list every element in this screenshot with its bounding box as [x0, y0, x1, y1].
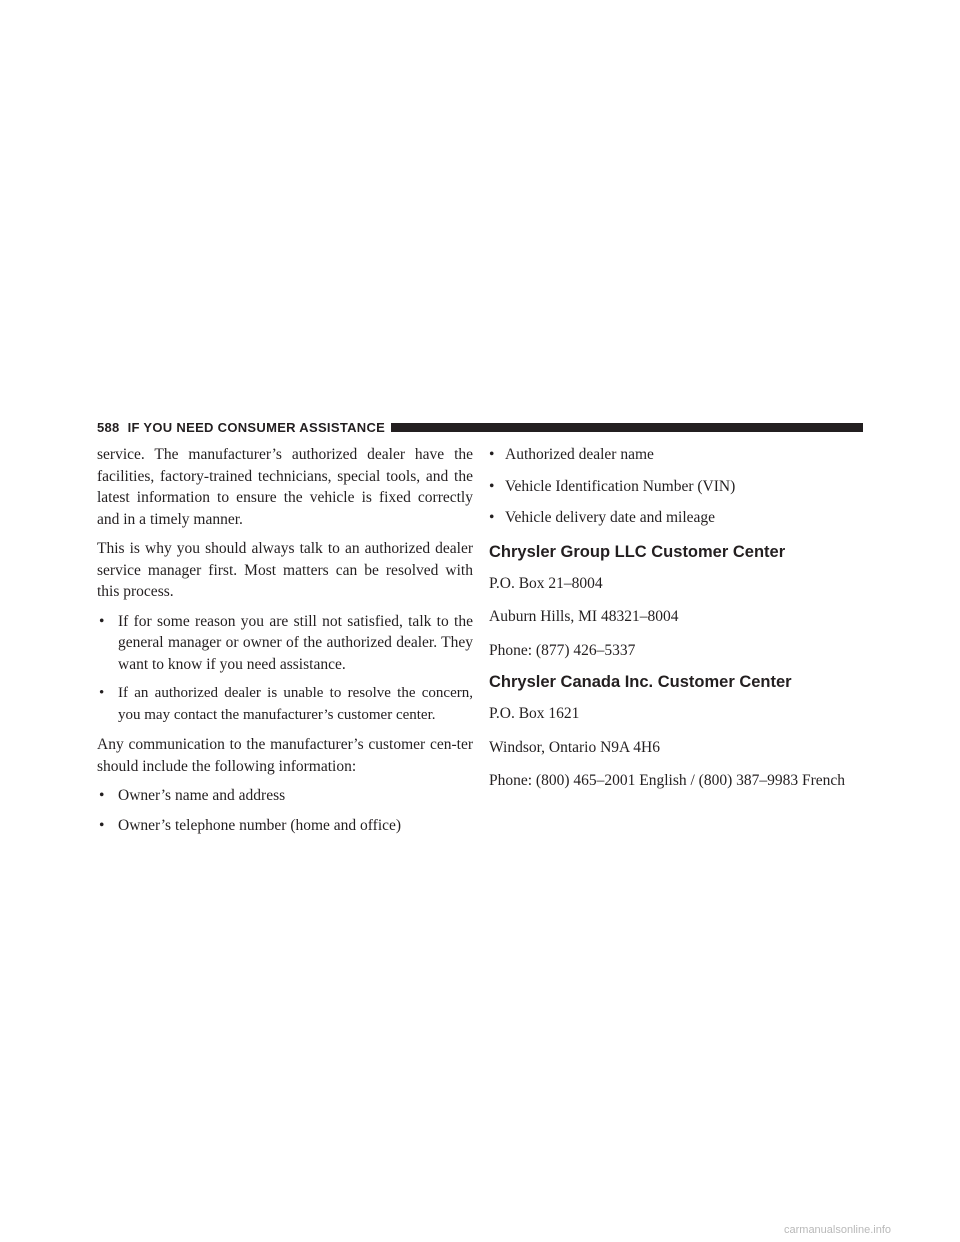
bullet-icon: •: [99, 612, 105, 630]
paragraph-talk-to-dealer: This is why you should always talk to an authorized dealer service manager first. Most matters can be resolved with this process.: [97, 540, 473, 600]
page-header: [97, 418, 863, 436]
canada-center-po-box: P.O. Box 1621: [489, 705, 580, 722]
list-item: [97, 611, 473, 676]
bullet-icon: •: [99, 685, 105, 701]
list-item: [97, 785, 473, 807]
list-item-text: Owner’s telephone number (home and office): [118, 816, 402, 834]
paragraph-communication: Any communication to the manufacturer’s customer cen-ter should include the following information:: [97, 736, 473, 775]
list-item-text: Authorized dealer name: [505, 446, 654, 463]
right-column: [489, 444, 869, 804]
left-column: [97, 444, 473, 844]
canada-center-city: Windsor, Ontario N9A 4H6: [489, 738, 660, 756]
canada-center-heading: Chrysler Canada Inc. Customer Center: [489, 673, 792, 691]
us-center-city: Auburn Hills, MI 48321–8004: [489, 608, 679, 625]
list-item-text: Vehicle delivery date and mileage: [505, 509, 716, 526]
list-item: [97, 683, 473, 726]
bullet-icon: •: [99, 787, 105, 804]
bullet-icon: •: [489, 509, 495, 526]
us-center-heading: Chrysler Group LLC Customer Center: [489, 542, 786, 561]
list-item: [489, 476, 869, 498]
bullet-icon: •: [99, 816, 105, 834]
us-center-phone: Phone: (877) 426–5337: [489, 641, 636, 659]
canada-center-phone: Phone: (800) 465–2001 English / (800) 387–9983 French: [489, 772, 846, 789]
bullet-icon: •: [489, 446, 495, 463]
list-item-text: Owner’s name and address: [118, 787, 286, 804]
watermark: carmanualsonline.info: [784, 1224, 892, 1236]
list-item-text: If for some reason you are still not satisfied, talk to the general manager or owner of the authorized dealer. They want to know if you need assistance.: [118, 612, 473, 673]
us-center-po-box: P.O. Box 21–8004: [489, 574, 603, 592]
list-item: [489, 507, 869, 529]
section-title: IF YOU NEED CONSUMER ASSISTANCE: [127, 419, 386, 435]
paragraph-service: service. The manufacturer’s authorized dealer have the facilities, factory-trained technicians, special tools, and the latest information to ensure the vehicle is fixed correctly and in a timely manner.: [97, 446, 473, 528]
page-number: 588: [97, 419, 120, 435]
bullet-icon: •: [489, 477, 495, 495]
list-item-text: If an authorized dealer is unable to resolve the concern, you may contact the manufacturer’s customer center.: [118, 685, 473, 723]
list-item: [489, 444, 869, 466]
list-item: [97, 815, 473, 837]
header-rule: [391, 423, 863, 432]
list-item-text: Vehicle Identification Number (VIN): [505, 477, 736, 495]
